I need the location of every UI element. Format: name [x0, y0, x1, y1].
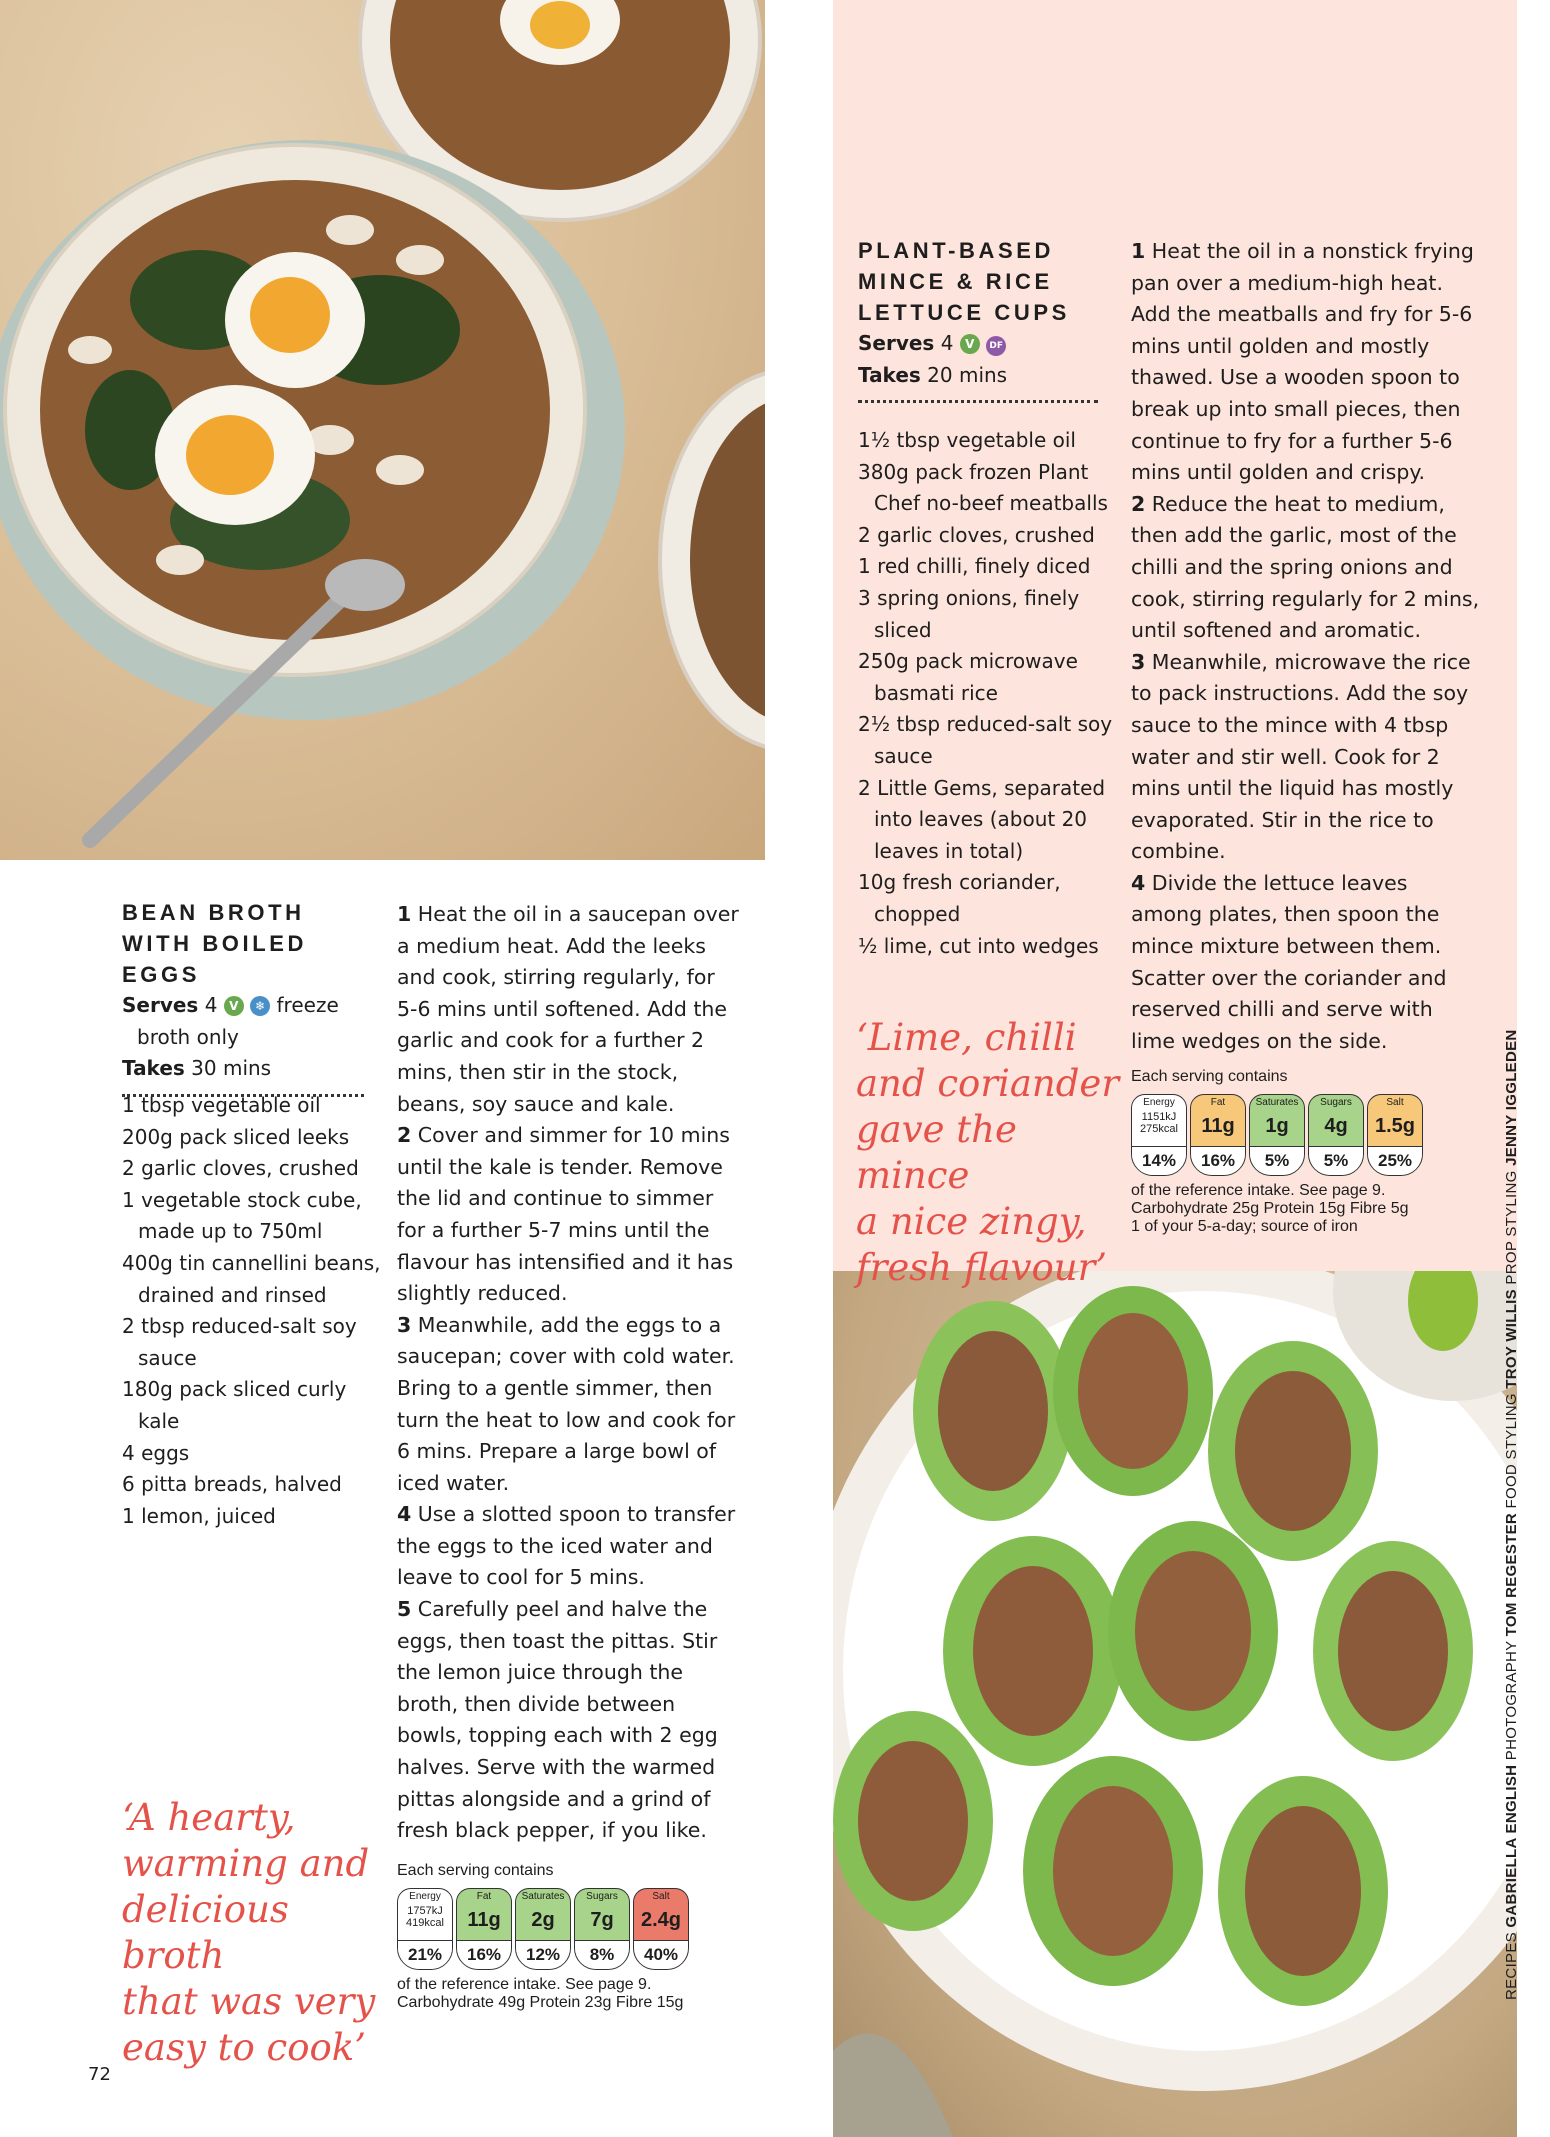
nutrition-extra: 1 of your 5-a-day; source of iron [1131, 1218, 1358, 1235]
step-text: Heat the oil in a nonstick frying pan over a medium-high heat. Add the meatballs and fry for 5-6 mins until golden and mostly thawed. Use a wooden spoon to break up into small pieces, then continue to fry for a further 5-6 mins until golden and crispy. [1131, 239, 1474, 485]
lettuce-cups-photo [833, 1271, 1517, 2137]
salt-cell [633, 1888, 689, 1970]
method-step [1131, 868, 1483, 1058]
energy-cell [1131, 1094, 1187, 1176]
ingredient: 1 lemon, juiced [122, 1503, 276, 1528]
nutrition-labels [397, 1888, 737, 1970]
lettuce-cups-nutrition [1131, 1068, 1471, 1236]
energy-cell [397, 1888, 453, 1970]
nutrient-label: Saturates [521, 1891, 565, 1902]
nutrient-value: 7g [590, 1909, 614, 1931]
quote-line: easy to cook’ [122, 2026, 366, 2069]
step-text: Use a slotted spoon to transfer the eggs to the iced water and leave to cool for 5 mins. [397, 1502, 736, 1590]
lettuce-cups-header [858, 235, 1118, 403]
takes-info [122, 1053, 382, 1085]
step-number: 3 [397, 1312, 412, 1337]
lettuce-cups-method [1131, 236, 1483, 1057]
nutrient-label: Sugars [1320, 1097, 1352, 1108]
freeze-icon: ❄ [250, 996, 270, 1016]
dairy-free-icon: DF [986, 336, 1006, 356]
nutrient-pct: 40% [634, 1940, 688, 1969]
sugars-cell [574, 1888, 630, 1970]
nutrition-heading: Each serving contains [1131, 1068, 1288, 1085]
serves-value: 4 [204, 993, 218, 1017]
nutrition-heading: Each serving contains [397, 1862, 554, 1879]
step-number: 5 [397, 1597, 412, 1622]
energy-pct: 21% [398, 1940, 452, 1969]
quote-line: a nice zingy, [856, 1200, 1087, 1243]
page-number: 72 [88, 2064, 111, 2085]
ingredient: 200g pack sliced leeks [122, 1124, 350, 1149]
nutrient-value: 2g [531, 1909, 555, 1931]
ingredient: 2 tbsp reduced-salt soy sauce [122, 1314, 357, 1370]
recipe-title-line-3: LETTUCE CUPS [858, 300, 1070, 325]
quote-line: fresh flavour’ [856, 1246, 1108, 1289]
method-step [1131, 647, 1483, 868]
nutrient-value: 1g [1265, 1115, 1289, 1137]
ingredient: 2 Little Gems, separated into leaves (about 20 leaves in total) [858, 775, 1106, 863]
ingredient: 1 red chilli, finely diced [858, 554, 1091, 579]
bean-broth-header [122, 897, 382, 1097]
recipe-title-line-2: WITH BOILED EGGS [122, 931, 308, 987]
nutrient-label: Saturates [1255, 1097, 1299, 1108]
step-number: 2 [1131, 491, 1146, 516]
method-step [397, 1120, 739, 1310]
bean-broth-photo [0, 0, 765, 860]
energy-kcal: 419kcal [406, 1917, 444, 1929]
nutrient-pct: 5% [1250, 1146, 1304, 1175]
credits [1503, 1010, 1543, 2000]
quote-line: warming and [122, 1842, 370, 1885]
method-step [397, 1499, 739, 1594]
nutrient-pct: 5% [1309, 1146, 1363, 1175]
saturates-cell [515, 1888, 571, 1970]
quote-line: delicious broth [122, 1888, 289, 1977]
credit-name: TOM REGESTER [1503, 1512, 1520, 1637]
ingredient: 2½ tbsp reduced-salt soy sauce [858, 712, 1113, 768]
nutrient-pct: 16% [1191, 1146, 1245, 1175]
nutrient-label: Fat [1210, 1097, 1226, 1108]
ingredient: 10g fresh coriander, chopped [858, 870, 1061, 926]
nutrient-label: Salt [1386, 1097, 1404, 1108]
serves-label: Serves [122, 993, 199, 1017]
step-text: Meanwhile, microwave the rice to pack instructions. Add the soy sauce to the mince with 4 tbsp water and stir well. Cook for 2 mins until the liquid has mostly evaporated. Stir in the rice to combine. [1131, 649, 1471, 864]
ingredient: 250g pack microwave basmati rice [858, 649, 1078, 705]
step-number: 1 [397, 902, 412, 926]
salt-cell [1367, 1094, 1423, 1176]
nutrient-pct: 16% [457, 1940, 511, 1969]
bean-broth-ingredients [122, 1090, 384, 1532]
ingredient: 4 eggs [122, 1440, 190, 1465]
nutrition-footnote: of the reference intake. See page 9. [1131, 1182, 1386, 1199]
nutrient-value: 2.4g [640, 1909, 682, 1931]
nutrient-label: Sugars [586, 1891, 618, 1902]
step-text: Cover and simmer for 10 mins until the kale is tender. Remove the lid and continue to simmer for a further 5-7 mins until the flavour has intensified and it has slightly reduced. [397, 1123, 734, 1306]
method-step [397, 1594, 739, 1847]
step-number: 2 [397, 1123, 412, 1148]
ingredient: 180g pack sliced curly kale [122, 1377, 347, 1433]
bean-broth-method [397, 899, 739, 1847]
takes-label: Takes [122, 1056, 185, 1080]
sugars-cell [1308, 1094, 1364, 1176]
quote-line: ‘A hearty, [122, 1796, 296, 1839]
nutrient-value: 1.5g [1374, 1115, 1416, 1137]
credit-label: PHOTOGRAPHY [1503, 1640, 1520, 1761]
ingredient: 1 tbsp vegetable oil [122, 1093, 321, 1117]
quote-line: and coriander [856, 1062, 1120, 1105]
credit-name: TROY WILLIS [1503, 1289, 1520, 1389]
freeze-note: freeze [276, 993, 339, 1017]
step-text: Carefully peel and halve the eggs, then toast the pittas. Stir the lemon juice through the broth, then divide between bowls, topping each with 2 egg halves. Serve with the warmed pittas alongside and a grind of fresh black pepper, if you like. [397, 1597, 718, 1843]
fat-cell [456, 1888, 512, 1970]
nutrition-labels [1131, 1094, 1471, 1176]
method-step [1131, 236, 1483, 489]
quote-line: that was very [122, 1980, 376, 2023]
vegetarian-icon: V [224, 996, 244, 1016]
nutrition-footnote: of the reference intake. See page 9. [397, 1976, 652, 1993]
takes-info [858, 360, 1118, 392]
divider [858, 400, 1098, 403]
step-text: Divide the lettuce leaves among plates, then spoon the mince mixture between them. Scatter over the coriander and reserved chilli and serve with lime wedges on the side. [1131, 870, 1447, 1053]
ingredient: 400g tin cannellini beans, drained and rinsed [122, 1250, 381, 1307]
ingredient: 2 garlic cloves, crushed [122, 1156, 359, 1181]
energy-label: Energy [1143, 1097, 1175, 1108]
recipe-title-line-1: BEAN BROTH [122, 900, 305, 925]
nutrient-pct: 12% [516, 1940, 570, 1969]
fat-cell [1190, 1094, 1246, 1176]
ingredient: 2 garlic cloves, crushed [858, 522, 1095, 547]
lettuce-cups-ingredients [858, 425, 1120, 962]
recipe-title-line-1: PLANT-BASED [858, 238, 1055, 263]
step-number: 3 [1131, 649, 1146, 674]
bean-broth-quote [122, 1795, 392, 2071]
ingredient: 1 vegetable stock cube, made up to 750ml [122, 1187, 362, 1244]
vegetarian-icon: V [960, 334, 980, 354]
step-text: Heat the oil in a saucepan over a medium heat. Add the leeks and cook, stirring regularly, for 5-6 mins until softened. Add the garlic and cook for a further 2 mins, then stir in the stock, beans, soy sauce and kale. [397, 902, 739, 1116]
serves-label: Serves [858, 331, 935, 355]
method-step [397, 1310, 739, 1500]
recipe-title-line-2: MINCE & RICE [858, 269, 1053, 294]
takes-value: 20 mins [927, 362, 1008, 387]
quote-line: ‘Lime, chilli [856, 1016, 1077, 1059]
step-text: Meanwhile, add the eggs to a saucepan; cover with cold water. Bring to a gentle simmer, then turn the heat to low and cook for 6 mins. Prepare a large bowl of iced water. [397, 1312, 736, 1495]
energy-label: Energy [409, 1891, 441, 1902]
serves-info [858, 328, 1118, 360]
nutrient-label: Fat [476, 1891, 492, 1902]
nutrition-macros: Carbohydrate 25g Protein 15g Fibre 5g [1131, 1200, 1409, 1217]
serves-info [122, 990, 382, 1022]
credit-label: FOOD STYLING [1503, 1393, 1520, 1509]
energy-pct: 14% [1132, 1146, 1186, 1175]
credit-name: JENNY IGGLEDEN [1503, 1029, 1520, 1166]
nutrient-value: 4g [1324, 1115, 1348, 1137]
ingredient: 380g pack frozen Plant Chef no-beef meatballs [858, 459, 1108, 516]
nutrient-pct: 25% [1368, 1146, 1422, 1175]
credit-label: PROP STYLING [1503, 1170, 1520, 1285]
lettuce-cups-quote [856, 1015, 1136, 1291]
step-number: 1 [1131, 239, 1146, 263]
energy-kcal: 275kcal [1140, 1123, 1178, 1135]
bean-broth-nutrition [397, 1862, 737, 2012]
energy-kj: 1757kJ [407, 1905, 443, 1917]
credit-name: GABRIELLA ENGLISH [1503, 1764, 1520, 1928]
method-step [1131, 489, 1483, 647]
nutrient-label: Salt [652, 1891, 670, 1902]
nutrient-value: 11g [1201, 1115, 1235, 1137]
credit-label: RECIPES [1503, 1932, 1520, 2000]
freeze-note-detail: broth only [137, 1024, 239, 1049]
step-number: 4 [1131, 870, 1146, 895]
serves-value: 4 [940, 331, 954, 355]
ingredient: ½ lime, cut into wedges [858, 933, 1099, 958]
ingredient: 3 spring onions, finely sliced [858, 585, 1080, 642]
quote-line: gave the mince [856, 1108, 1017, 1197]
takes-label: Takes [858, 362, 921, 387]
step-number: 4 [397, 1502, 412, 1527]
nutrient-pct: 8% [575, 1940, 629, 1969]
nutrient-value: 11g [467, 1909, 501, 1931]
ingredient: 6 pitta breads, halved [122, 1472, 342, 1497]
ingredient: 1½ tbsp vegetable oil [858, 428, 1076, 452]
method-step [397, 899, 739, 1120]
step-text: Reduce the heat to medium, then add the garlic, most of the chilli and the spring onions and cook, stirring regularly for 2 mins, until softened and aromatic. [1131, 491, 1480, 643]
nutrition-macros: Carbohydrate 49g Protein 23g Fibre 15g [397, 1994, 684, 2011]
saturates-cell [1249, 1094, 1305, 1176]
energy-kj: 1151kJ [1141, 1111, 1177, 1123]
takes-value: 30 mins [191, 1056, 272, 1080]
